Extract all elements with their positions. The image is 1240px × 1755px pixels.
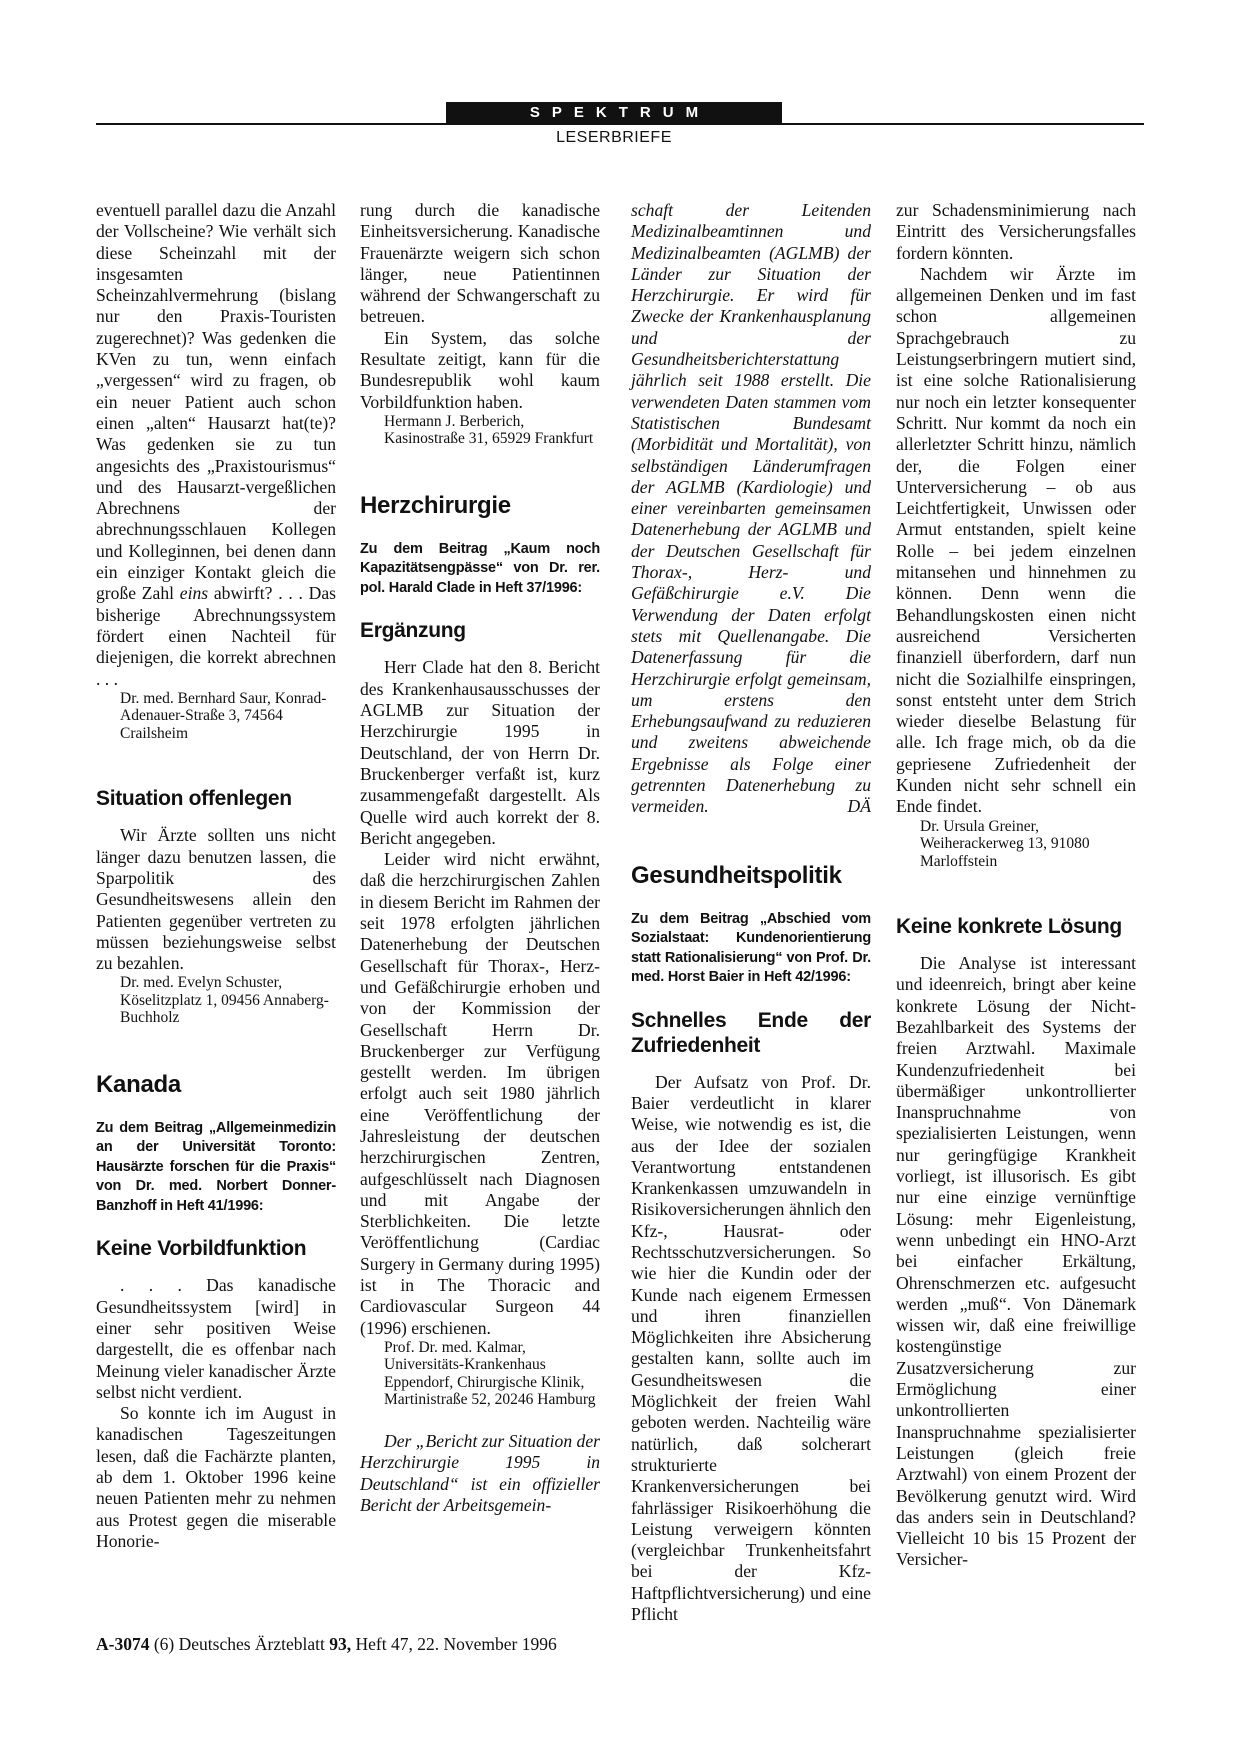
topic-intro: Zu dem Beitrag „Kaum noch Kapazitätsengpässe“ von Dr. rer. pol. Harald Clade in Heft 37/1996: — [360, 540, 600, 596]
page-code: A-3074 — [96, 1634, 150, 1654]
paragraph: Der Aufsatz von Prof. Dr. Baier verdeutlicht in klarer Weise, wie notwendig es ist, die aus der Idee der sozialen Verantwortung entstandenen Krankenkassen umzuwandeln in Risikoversicherungen ähnlich den Kfz-, Hausrat- oder Rechtsschutzversicherungen. So wie hier die Kundin oder der Kunde nach eigenem Ermessen und ihren finanziellen Möglichkeiten ihre Absicherung gestalten kann, sollte auch im Gesundheitswesen die Möglichkeit der freien Wahl geboten werden. Nachteilig wäre natürlich, daß solcherart strukturierte Krankenversicherungen bei fahrlässiger Risikoerhöhung die Leistung verweigern könnten (vergleichbar Trunkenheitsfahrt bei der Kfz-Haftpflichtversicherung) und eine Pflicht — [631, 1071, 871, 1625]
editorial-note: Der „Bericht zur Situation der Herzchirurgie 1995 in Deutschland“ ist ein offizieller Bericht der Arbeitsgemein- — [360, 1430, 601, 1515]
column-2 — [360, 200, 600, 1516]
topic-heading: Gesundheitspolitik — [631, 861, 842, 889]
citation-prefix: (6) Deutsches Ärzteblatt — [153, 1634, 330, 1654]
paragraph: Herr Clade hat den 8. Bericht des Krankenhausausschusses der AGLMB zur Situation der Herzchirurgie 1995 in Deutschland, der von Herrn Dr. Bruckenberger verfaßt ist, kurz zusammengefaßt dargestellt. Als Quelle wird auch korrekt der 8. Bericht angegeben. — [360, 657, 600, 848]
editorial-sign: DÄ — [847, 796, 871, 817]
paragraph: zur Schadensminimierung nach Eintritt des Versicherungsfalles fordern könnten. — [896, 200, 1136, 263]
paragraph: Wir Ärzte sollten uns nicht länger dazu benutzen lassen, die Sparpolitik des Gesundheitswesens allein den Patienten gegenüber vertreten zu müssen beziehungsweise selbst zu bezahlen. — [96, 825, 336, 974]
letter-signature: Dr. med. Evelyn Schuster, Köselitzplatz 1, 09456 Annaberg-Buchholz — [120, 974, 329, 1027]
letter-signature: Dr. Ursula Greiner, Weiherackerweg 13, 91080 Marloffstein — [920, 817, 1090, 870]
letter-heading: Keine konkrete Lösung — [896, 915, 1122, 939]
letter-heading: Keine Vorbildfunktion — [96, 1237, 307, 1261]
column-3 — [631, 200, 871, 1625]
paragraph: Ein System, das solche Resultate zeitigt, kann für die Bundesrepublik wohl kaum Vorbildfunktion haben. — [360, 327, 600, 412]
topic-heading: Kanada — [96, 1070, 181, 1098]
topic-heading: Herzchirurgie — [360, 491, 511, 519]
editorial-note: schaft der Leitenden Medizinalbeamtinnen und Medizinalbeamten (AGLMB) der Länder zur Situation der Herzchirurgie. Er wird für Zwecke der Krankenhausplanung und der Gesundheitsberichterstattung jährlich seit 1988 erstellt. Die verwendeten Daten stammen vom Statistischen Bundesamt (Morbidität und Mortalität), von selbständigen Länderumfragen der AGLMB (Kardiologie) und einer vereinbarten gemeinsamen Datenerhebung der AGLMB und der Deutschen Gesellschaft für Thorax-, Herz- und Gefäßchirurgie e.V. Die Verwendung der Daten erfolgt stets mit Quellenangabe. Die Datenerfassung für die Herzchirurgie erfolgt gemeinsam, um erstens den Erhebungsaufwand zu reduzieren und zweitens abweichende Ergebnisse als Folge einer getrennten Datenerhebung zu vermeiden. DÄ — [631, 200, 871, 817]
paragraph: Die Analyse ist interessant und ideenreich, bringt aber keine konkrete Lösung der Nicht-Bezahlbarkeit des Systems der freien Arztwahl. Maximale Kundenzufriedenheit bei übermäßiger unkontrollierter Inanspruchnahme von spezialisierten Leistungen, wenn nur geringfügige Krankheit vorliegt, ist illusorisch. Es gibt nur eine einzige vernünftige Lösung: mehr Eigenleistung, wenn unbedingt ein HNO-Arzt bei einfacher Erkältung, Ohrenschmerzen etc. aufgesucht werden „muß“. Von Dänemark wissen wir, daß eine freiwillige kostengünstige Zusatzversicherung zur Ermöglichung einer unkontrollierten Inanspruchnahme spezialisierter Leistungen (gleich freie Arztwahl) von einem Prozent der Bevölkerung genutzt wird. Wird das anders sein in Deutschland? Vielleicht 10 bis 15 Prozent der Versicher- — [896, 953, 1136, 1570]
page-footer — [96, 1634, 557, 1655]
topic-intro: Zu dem Beitrag „Abschied vom Sozialstaat: Kundenorientierung statt Rationalisierung“ von Prof. Dr. med. Horst Baier in Heft 42/1996: — [631, 910, 871, 986]
letter-heading: Situation offenlegen — [96, 787, 292, 811]
paragraph: rung durch die kanadische Einheitsversicherung. Kanadische Frauenärzte weigern sich schon länger, neue Patientinnen während der Schwangerschaft zu betreuen. — [360, 200, 600, 327]
volume: 93, — [329, 1634, 352, 1654]
topic-intro: Zu dem Beitrag „Allgemeinmedizin an der Universität Toronto: Hausärzte forschen für die Praxis“ von Dr. med. Norbert Donner-Banzhoff in Heft 41/1996: — [96, 1119, 336, 1214]
paragraph: So konnte ich im August in kanadischen Tageszeitungen lesen, daß die Fachärzte planten, ab dem 1. Oktober 1996 keine neuen Patienten mehr zu nehmen aus Protest gegen die miserable Honorie- — [96, 1403, 336, 1551]
letter-signature: Hermann J. Berberich, Kasinostraße 31, 65929 Frankfurt — [384, 412, 594, 448]
column-1 — [96, 200, 336, 1552]
paragraph: Nachdem wir Ärzte im allgemeinen Denken und im fast schon allgemeinen Sprachgebrauch zu Leistungserbringern mutiert sind, ist eine solche Rationalisierung nur noch ein letzter konsequenter Schritt. Nur kommt da noch ein allerletzter Schritt hinzu, nämlich der, die Folgen einer Unterversicherung – ob aus Leichtfertigkeit, Unwissen oder Armut entstanden, spielt keine Rolle – bei jedem einzelnen mitansehen und hinnehmen zu können. Denn wenn die Behandlungskosten einen nicht ausreichend Versicherten finanziell überfordern, darf nun nicht die Sozialhilfe einspringen, sonst entsteht unter dem Strich wieder dieselbe Belastung für alle. Ich frage mich, ob da die gepriesene Zufriedenheit der Kunden nicht sehr schnell ein Ende findet. — [896, 263, 1136, 817]
section-title: SPEKTRUM — [529, 104, 711, 121]
column-4 — [896, 200, 1136, 1571]
letter-signature: Prof. Dr. med. Kalmar, Universitäts-Krankenhaus Eppendorf, Chirurgische Klinik, Martinistraße 52, 20246 Hamburg — [384, 1338, 596, 1409]
paragraph: eventuell parallel dazu die Anzahl der Vollscheine? Wie verhält sich diese Scheinzahl mit der insgesamten Scheinzahlvermehrung (bislang nur den Praxis-Touristen zugerechnet)? Was gedenken die KVen zu tun, wenn einfach „vergessen“ wird zu fragen, ob ein neuer Patient auch schon einen „alten“ Hausarzt hat(te)? Was gedenken sie zu tun angesichts des „Praxistourismus“ und des Hausarzt-vergeßlichen Abrechnens der abrechnungsschlauen Kollegen und Kolleginnen, bei denen dann ein einziger Kontakt gleich die große Zahl eins abwirft? . . . Das bisherige Abrechnungssystem fördert einen Nachteil für diejenigen, die korrekt abrechnen . . . — [96, 200, 336, 689]
paragraph: . . . Das kanadische Gesundheitssystem [wird] in einer sehr positiven Weise dargestellt, die es offenbar nach Meinung vieler kanadischer Ärzte selbst nicht verdient. — [96, 1275, 336, 1402]
letter-heading: Schnelles Ende der Zufriedenheit — [631, 1008, 871, 1057]
letter-heading: Ergänzung — [360, 619, 466, 643]
section-subtitle: LESERBRIEFE — [556, 129, 672, 146]
citation-suffix: Heft 47, 22. November 1996 — [351, 1634, 557, 1654]
paragraph: Leider wird nicht erwähnt, daß die herzchirurgischen Zahlen in diesem Bericht im Rahmen der seit 1978 erfolgten jährlichen Datenerhebung der Deutschen Gesellschaft für Thorax-, Herz- und Gefäßchirurgie erhoben und von der Kommission der Gesellschaft Herrn Dr. Bruckenberger zur Verfügung gestellt werden. Im übrigen erfolgt auch seit 1980 jährlich eine Veröffentlichung der Jahresleistung der deutschen herzchirurgischen Zentren, aufgeschlüsselt nach Diagnosen und mit Angabe der Sterblichkeiten. Die letzte Veröffentlichung (Cardiac Surgery in Germany during 1995) ist in The Thoracic and Cardiovascular Surgeon 44 (1996) erschienen. — [360, 849, 600, 1338]
letter-signature: Dr. med. Bernhard Saur, Konrad-Adenauer-Straße 3, 74564 Crailsheim — [120, 689, 327, 742]
